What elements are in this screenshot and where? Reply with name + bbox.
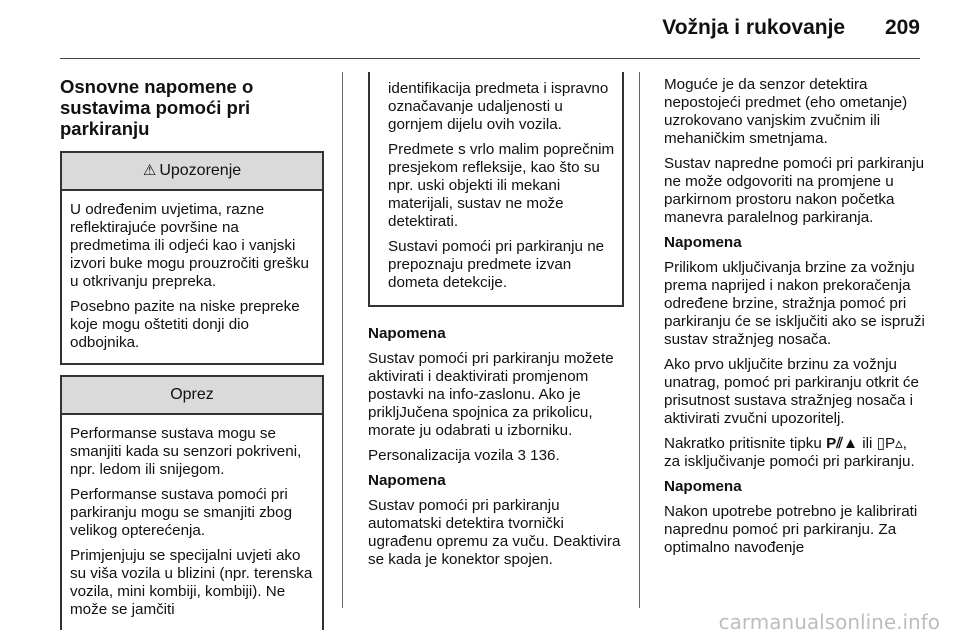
body-paragraph: Sustav napredne pomoći pri parkiranju ne može odgovoriti na promjene u parkirnom prostoru nakon početka manevra paralelnog parkiranja. (664, 155, 925, 226)
caution-box (60, 375, 324, 630)
caution-paragraph: Performanse sustava pomoći pri parkiranju mogu se smanjiti zbog velikog opterećenja. (70, 486, 293, 539)
note-label: Napomena (664, 234, 742, 251)
note-text: Prilikom uključivanja brzine za vožnju prema naprijed i nakon prekoračenja određene brzine, stražnja pomoć pri parkiranju će se isključiti ako se ispruži sustav stražnjeg nosača. (664, 259, 925, 348)
page-header (662, 16, 920, 40)
note-label: Napomena (664, 478, 742, 495)
warning-title: Upozorenje (159, 162, 242, 179)
warning-body (62, 191, 322, 363)
warning-paragraph: Posebno pazite na niske prepreke koje mogu oštetiti donji dio odbojnika. (70, 298, 300, 351)
arrow-icon: 3 (517, 447, 526, 464)
column-1 (60, 76, 324, 630)
column-3 (664, 76, 926, 564)
reference-text: Personalizacija vozila (368, 447, 514, 464)
body-text: ili (862, 435, 873, 452)
warning-box-header (62, 153, 322, 191)
note-text: Sustav pomoći pri parkiranju automatski detektira tvornički ugrađenu opremu za vuču. Deaktivira se kada je konektor spojen. (368, 497, 621, 568)
reference-page: 136. (530, 447, 560, 464)
note-label: Napomena (368, 472, 446, 489)
note-text: Nakon upotrebe potrebno je kalibrirati naprednu pomoć pri parkiranju. Za optimalno navođenje (664, 503, 918, 556)
note-text: Sustav pomoći pri parkiranju možete aktivirati i deaktivirati promjenom postavki na info-zaslonu. Ako je prikljJučena spojnica za prikolicu, morate ju odabrati u izborniku. (368, 350, 614, 439)
caution-title: Oprez (170, 386, 214, 403)
body-paragraph (664, 435, 926, 471)
caution-paragraph: identifikacija predmeta i ispravno označavanje udaljenosti u gornjem dijelu ovih vozila. (388, 80, 609, 133)
caution-box-header (62, 377, 322, 415)
caution-box-continued (368, 72, 624, 307)
header-rule (60, 58, 920, 59)
section-title: Osnovne napomene o sustavima pomoći pri parkiranju (60, 76, 254, 139)
watermark: carmanualsonline.info (718, 610, 940, 634)
note-label: Napomena (368, 325, 446, 342)
column-divider (342, 72, 343, 608)
body-paragraph: Ako prvo uključite brzinu za vožnju unatrag, pomoć pri parkiranju otkrit će prisutnost sustava stražnjeg nosača i aktivirati zvučni upozoritelj. (664, 356, 919, 427)
page-number: 209 (884, 16, 920, 39)
warning-paragraph: U određenim uvjetima, razne reflektirajuće površine na predmetima ili odjeći kao i vanjski izvori buke mogu prouzročiti grešku u otkrivanju prepreka. (70, 201, 309, 290)
caution-body (62, 415, 322, 630)
warning-box (60, 151, 324, 365)
advanced-park-assist-button-icon: ▯P▵ (876, 435, 903, 452)
caution-paragraph: Sustavi pomoći pri parkiranju ne prepoznaju predmete izvan dometa detekcije. (388, 238, 605, 291)
park-assist-button-icon: P⫽▲ (826, 435, 859, 452)
column-2 (368, 72, 626, 576)
caution-paragraph: Performanse sustava mogu se smanjiti kada su senzori pokriveni, npr. ledom ili snijegom. (70, 425, 302, 478)
column-divider (639, 72, 640, 608)
body-text: Nakratko pritisnite tipku (664, 435, 822, 452)
caution-paragraph: Primjenjuju se specijalni uvjeti ako su viša vozila u blizini (npr. terenska vozila, mini kombiji, kombiji). Ne može se jamčiti (70, 547, 313, 618)
body-text: , za isključivanje pomoći pri parkiranju. (664, 435, 915, 470)
chapter-title: Vožnja i rukovanje (662, 16, 846, 39)
body-paragraph: Moguće je da senzor detektira nepostojeći predmet (eho ometanje) uzrokovano vanjskim zvučnim ili mehaničkim smetnjama. (664, 76, 908, 147)
caution-paragraph: Predmete s vrlo malim poprečnim presjekom refleksije, kao što su npr. uski objekti ili mekani materijali, sustav ne može detektirati. (388, 141, 615, 230)
cross-reference (368, 447, 626, 465)
warning-triangle-icon: ⚠ (142, 162, 157, 179)
